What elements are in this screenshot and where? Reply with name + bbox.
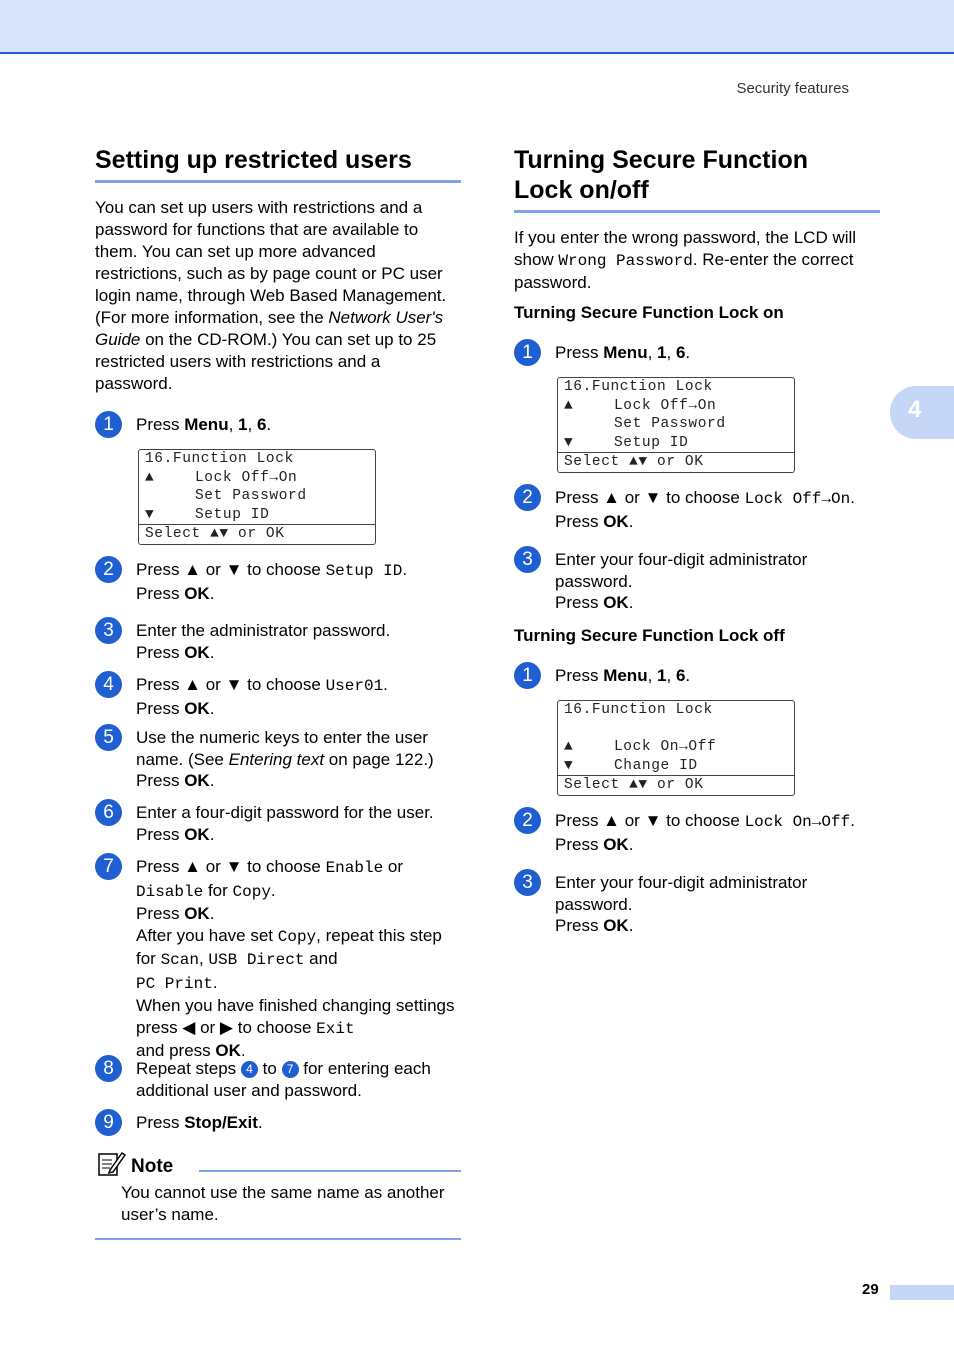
lcd-line: Lock On→Off (614, 739, 717, 755)
step-number: 3 (514, 546, 541, 573)
up-arrow-icon: ▲ (564, 397, 574, 414)
lcd-footer: Select ▲▼ or OK (139, 524, 375, 544)
note-rule (199, 1170, 461, 1172)
step-number: 1 (514, 662, 541, 689)
step-text: Press Menu, 1, 6. (136, 415, 272, 434)
title-rule (514, 210, 880, 213)
step-number: 1 (95, 411, 122, 438)
step-reference: 7 (282, 1061, 299, 1078)
step-number: 2 (95, 556, 122, 583)
step-number: 7 (95, 853, 122, 880)
step-text: Use the numeric keys to enter the user name. (See Entering text on page 122.) Press OK. (136, 728, 434, 790)
lcd-footer: Select ▲▼ or OK (558, 775, 794, 795)
step-number: 8 (95, 1055, 122, 1082)
step-number: 3 (514, 869, 541, 896)
step-text: Repeat steps 4 to 7 for entering each additional user and password. (136, 1059, 431, 1100)
top-header-band (0, 0, 954, 54)
step-text: Press Menu, 1, 6. (555, 666, 691, 685)
chapter-tab (890, 386, 954, 439)
page-number-bar (890, 1285, 954, 1300)
lcd-line: Lock Off→On (614, 397, 717, 414)
step-text: Press ▲ or ▼ to choose User01. Press OK. (136, 675, 388, 718)
down-arrow-icon: ▼ (145, 506, 155, 523)
step-text: Enter your four-digit administrator password. Press OK. (555, 550, 808, 612)
lcd-line: Setup ID (195, 506, 270, 523)
note-pencil-icon (98, 1150, 126, 1176)
lcd-display (138, 449, 376, 545)
step-number: 4 (95, 671, 122, 698)
lcd-line: 16.Function Lock (145, 451, 294, 467)
lcd-display (557, 377, 795, 473)
note-text: You cannot use the same name as another user’s name. (121, 1183, 445, 1224)
running-header: Security features (736, 80, 849, 97)
step-text: Enter a four-digit password for the user. Press OK. (136, 803, 434, 844)
step-number: 1 (514, 339, 541, 366)
step-reference: 4 (241, 1061, 258, 1078)
note-bottom-rule (95, 1238, 461, 1240)
chapter-number: 4 (908, 396, 922, 423)
step-number: 6 (95, 799, 122, 826)
page-number: 29 (862, 1281, 879, 1298)
step-text: Enter the administrator password. Press OK. (136, 621, 391, 662)
lcd-line: Lock Off→On (195, 469, 298, 486)
step-text: Press ▲ or ▼ to choose Enable or Disable for Copy. Press OK. After you have set Copy, repeat this step for Scan, USB Direct and PC Print. When you have finished changing settings press ◀ or ▶ to choose Exit and press OK. (136, 857, 455, 1060)
step-number: 5 (95, 724, 122, 751)
lcd-line: 16.Function Lock (564, 702, 713, 718)
intro-paragraph: If you enter the wrong password, the LCD will show Wrong Password. Re-enter the correct password. (514, 228, 857, 292)
intro-paragraph: You can set up users with restrictions and a password for functions that are available to them. You can set up more advanced restrictions, such as by page count or PC user login name, through Web Based Management. (For more information, see the Network User's Guide on the CD-ROM.) You can set up to 25 restricted users with restrictions and a password. (95, 198, 447, 393)
down-arrow-icon: ▼ (564, 757, 574, 774)
step-number: 3 (95, 617, 122, 644)
section-title-restricted-users: Setting up restricted users (95, 146, 412, 174)
lcd-line: 16.Function Lock (564, 379, 713, 395)
step-text: Press ▲ or ▼ to choose Lock On→Off. Press OK. (555, 811, 855, 854)
subheading-lock-off: Turning Secure Function Lock off (514, 626, 785, 645)
lcd-line: Set Password (195, 488, 307, 504)
step-number: 2 (514, 807, 541, 834)
lcd-footer: Select ▲▼ or OK (558, 452, 794, 472)
subheading-lock-on: Turning Secure Function Lock on (514, 303, 784, 322)
lcd-line: Set Password (614, 416, 726, 432)
lcd-line: Change ID (614, 757, 698, 774)
step-text: Press ▲ or ▼ to choose Lock Off→On. Press OK. (555, 488, 855, 531)
step-text: Press ▲ or ▼ to choose Setup ID. Press OK. (136, 560, 408, 603)
up-arrow-icon: ▲ (564, 739, 574, 755)
up-arrow-icon: ▲ (145, 469, 155, 486)
section-title-secure-function-lock: Turning Secure Function Lock on/off (514, 146, 808, 204)
step-number: 9 (95, 1109, 122, 1136)
step-text: Enter your four-digit administrator password. Press OK. (555, 873, 808, 935)
step-number: 2 (514, 484, 541, 511)
down-arrow-icon: ▼ (564, 434, 574, 451)
note-box (95, 1150, 461, 1242)
title-rule (95, 180, 461, 183)
step-text: Press Menu, 1, 6. (555, 343, 691, 362)
note-title: Note (131, 1156, 174, 1177)
step-text: Press Stop/Exit. (136, 1113, 263, 1132)
lcd-display (557, 700, 795, 796)
lcd-line: Setup ID (614, 434, 689, 451)
